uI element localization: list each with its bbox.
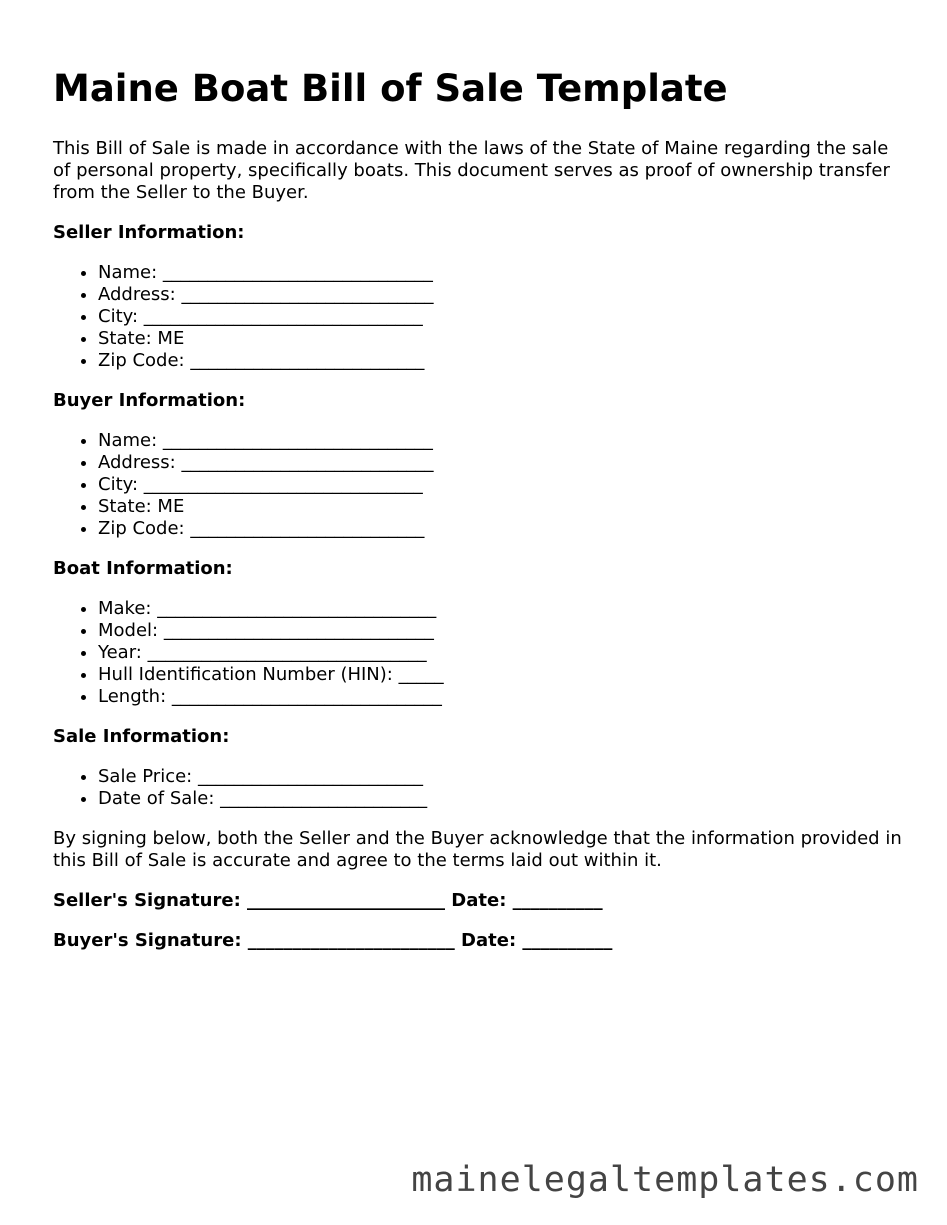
- seller-address-field: • Address: ____________________________: [98, 284, 903, 306]
- document-page: [53, 66, 903, 970]
- boat-year-field: • Year: _______________________________: [98, 642, 903, 664]
- site-watermark: mainelegaltemplates.com: [411, 1160, 919, 1200]
- boat-heading: Boat Information:: [53, 558, 233, 579]
- buyer-heading: Buyer Information:: [53, 390, 246, 411]
- buyer-list: [53, 430, 903, 540]
- buyer-signature-line: Buyer's Signature: _______________________ Date: __________: [53, 930, 613, 951]
- seller-city-field: • City: _______________________________: [98, 306, 903, 328]
- buyer-zip-field: • Zip Code: __________________________: [98, 518, 903, 540]
- buyer-name-field: • Name: ______________________________: [98, 430, 903, 452]
- sale-list: [53, 766, 903, 810]
- buyer-state-field: • State: ME: [98, 496, 903, 518]
- seller-signature-line: Seller's Signature: ______________________ Date: __________: [53, 890, 603, 911]
- seller-list: [53, 262, 903, 372]
- seller-state-field: • State: ME: [98, 328, 903, 350]
- boat-make-field: • Make: _______________________________: [98, 598, 903, 620]
- seller-name-field: • Name: ______________________________: [98, 262, 903, 284]
- acknowledgement-paragraph: By signing below, both the Seller and the Buyer acknowledge that the information provided in this Bill of Sale is accurate and agree to the terms laid out within it.: [53, 828, 902, 871]
- seller-zip-field: • Zip Code: __________________________: [98, 350, 903, 372]
- buyer-city-field: • City: _______________________________: [98, 474, 903, 496]
- seller-heading: Seller Information:: [53, 222, 245, 243]
- buyer-address-field: • Address: ____________________________: [98, 452, 903, 474]
- sale-heading: Sale Information:: [53, 726, 230, 747]
- page-title: Maine Boat Bill of Sale Template: [53, 67, 728, 110]
- sale-price-field: • Sale Price: _________________________: [98, 766, 903, 788]
- intro-paragraph: This Bill of Sale is made in accordance with the laws of the State of Maine regarding the sale of personal property, specifically boats. This document serves as proof of ownership transfer from the Seller to the Buyer.: [53, 138, 890, 203]
- boat-length-field: • Length: ______________________________: [98, 686, 903, 708]
- boat-hin-field: • Hull Identification Number (HIN): _____: [98, 664, 903, 686]
- sale-date-field: • Date of Sale: _______________________: [98, 788, 903, 810]
- boat-model-field: • Model: ______________________________: [98, 620, 903, 642]
- boat-list: [53, 598, 903, 708]
